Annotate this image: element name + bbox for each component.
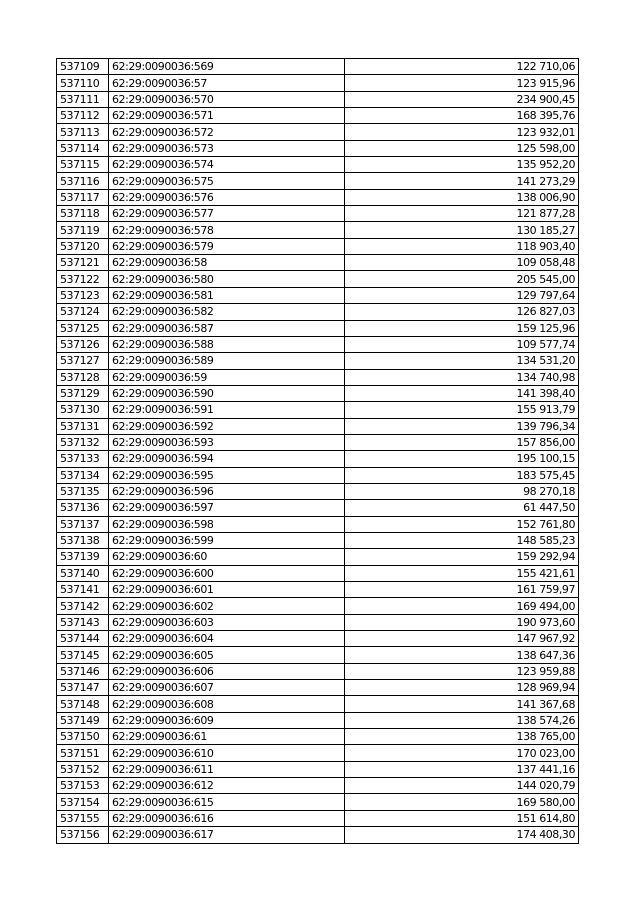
row-number-cell: 537114 (57, 140, 109, 156)
value-cell: 138 765,00 (345, 729, 579, 745)
data-table (56, 58, 579, 844)
table-row (57, 631, 579, 647)
table-row (57, 434, 579, 450)
cadastral-number-cell: 62:29:0090036:577 (109, 206, 345, 222)
value-cell: 141 398,40 (345, 385, 579, 401)
row-number-cell: 537117 (57, 189, 109, 205)
table-row (57, 140, 579, 156)
value-cell: 135 952,20 (345, 157, 579, 173)
cadastral-number-cell: 62:29:0090036:602 (109, 598, 345, 614)
cadastral-number-cell: 62:29:0090036:589 (109, 353, 345, 369)
value-cell: 234 900,45 (345, 91, 579, 107)
table-row (57, 745, 579, 761)
value-cell: 159 125,96 (345, 320, 579, 336)
cadastral-number-cell: 62:29:0090036:606 (109, 663, 345, 679)
row-number-cell: 537142 (57, 598, 109, 614)
value-cell: 205 545,00 (345, 271, 579, 287)
table-body (57, 59, 579, 844)
row-number-cell: 537120 (57, 238, 109, 254)
row-number-cell: 537155 (57, 810, 109, 826)
row-number-cell: 537122 (57, 271, 109, 287)
cadastral-number-cell: 62:29:0090036:574 (109, 157, 345, 173)
table-row (57, 696, 579, 712)
row-number-cell: 537140 (57, 565, 109, 581)
cadastral-number-cell: 62:29:0090036:599 (109, 532, 345, 548)
value-cell: 161 759,97 (345, 582, 579, 598)
table-row (57, 500, 579, 516)
cadastral-number-cell: 62:29:0090036:611 (109, 761, 345, 777)
row-number-cell: 537148 (57, 696, 109, 712)
row-number-cell: 537143 (57, 614, 109, 630)
row-number-cell: 537150 (57, 729, 109, 745)
table-row (57, 124, 579, 140)
table-row (57, 91, 579, 107)
cadastral-number-cell: 62:29:0090036:581 (109, 287, 345, 303)
value-cell: 125 598,00 (345, 140, 579, 156)
value-cell: 109 577,74 (345, 336, 579, 352)
row-number-cell: 537130 (57, 402, 109, 418)
table-row (57, 353, 579, 369)
value-cell: 122 710,06 (345, 59, 579, 75)
cadastral-number-cell: 62:29:0090036:60 (109, 549, 345, 565)
cadastral-number-cell: 62:29:0090036:605 (109, 647, 345, 663)
table-row (57, 271, 579, 287)
table-row (57, 206, 579, 222)
value-cell: 168 395,76 (345, 108, 579, 124)
cadastral-number-cell: 62:29:0090036:579 (109, 238, 345, 254)
row-number-cell: 537151 (57, 745, 109, 761)
table-row (57, 582, 579, 598)
value-cell: 61 447,50 (345, 500, 579, 516)
value-cell: 118 903,40 (345, 238, 579, 254)
row-number-cell: 537111 (57, 91, 109, 107)
row-number-cell: 537123 (57, 287, 109, 303)
row-number-cell: 537138 (57, 532, 109, 548)
row-number-cell: 537127 (57, 353, 109, 369)
value-cell: 144 020,79 (345, 778, 579, 794)
row-number-cell: 537126 (57, 336, 109, 352)
row-number-cell: 537156 (57, 827, 109, 843)
table-row (57, 483, 579, 499)
table-row (57, 827, 579, 843)
cadastral-number-cell: 62:29:0090036:592 (109, 418, 345, 434)
table-row (57, 59, 579, 75)
row-number-cell: 537132 (57, 434, 109, 450)
table-row (57, 402, 579, 418)
row-number-cell: 537115 (57, 157, 109, 173)
cadastral-number-cell: 62:29:0090036:591 (109, 402, 345, 418)
cadastral-number-cell: 62:29:0090036:590 (109, 385, 345, 401)
value-cell: 157 856,00 (345, 434, 579, 450)
row-number-cell: 537110 (57, 75, 109, 91)
value-cell: 174 408,30 (345, 827, 579, 843)
table-row (57, 729, 579, 745)
cadastral-number-cell: 62:29:0090036:57 (109, 75, 345, 91)
cadastral-number-cell: 62:29:0090036:612 (109, 778, 345, 794)
value-cell: 141 273,29 (345, 173, 579, 189)
table-row (57, 75, 579, 91)
cadastral-number-cell: 62:29:0090036:601 (109, 582, 345, 598)
value-cell: 190 973,60 (345, 614, 579, 630)
row-number-cell: 537137 (57, 516, 109, 532)
value-cell: 139 796,34 (345, 418, 579, 434)
row-number-cell: 537135 (57, 483, 109, 499)
row-number-cell: 537119 (57, 222, 109, 238)
table-row (57, 369, 579, 385)
cadastral-number-cell: 62:29:0090036:582 (109, 304, 345, 320)
cadastral-number-cell: 62:29:0090036:576 (109, 189, 345, 205)
value-cell: 138 574,26 (345, 712, 579, 728)
cadastral-number-cell: 62:29:0090036:615 (109, 794, 345, 810)
table-row (57, 516, 579, 532)
row-number-cell: 537124 (57, 304, 109, 320)
cadastral-number-cell: 62:29:0090036:580 (109, 271, 345, 287)
cadastral-number-cell: 62:29:0090036:607 (109, 680, 345, 696)
table-row (57, 336, 579, 352)
value-cell: 170 023,00 (345, 745, 579, 761)
row-number-cell: 537121 (57, 255, 109, 271)
value-cell: 155 913,79 (345, 402, 579, 418)
table-row (57, 108, 579, 124)
cadastral-number-cell: 62:29:0090036:569 (109, 59, 345, 75)
row-number-cell: 537145 (57, 647, 109, 663)
cadastral-number-cell: 62:29:0090036:594 (109, 451, 345, 467)
row-number-cell: 537125 (57, 320, 109, 336)
row-number-cell: 537118 (57, 206, 109, 222)
table-row (57, 467, 579, 483)
cadastral-number-cell: 62:29:0090036:593 (109, 434, 345, 450)
value-cell: 123 915,96 (345, 75, 579, 91)
cadastral-number-cell: 62:29:0090036:58 (109, 255, 345, 271)
cadastral-number-cell: 62:29:0090036:59 (109, 369, 345, 385)
value-cell: 183 575,45 (345, 467, 579, 483)
value-cell: 121 877,28 (345, 206, 579, 222)
table-row (57, 451, 579, 467)
row-number-cell: 537147 (57, 680, 109, 696)
value-cell: 98 270,18 (345, 483, 579, 499)
row-number-cell: 537112 (57, 108, 109, 124)
table-row (57, 794, 579, 810)
cadastral-number-cell: 62:29:0090036:571 (109, 108, 345, 124)
row-number-cell: 537141 (57, 582, 109, 598)
value-cell: 134 740,98 (345, 369, 579, 385)
row-number-cell: 537131 (57, 418, 109, 434)
cadastral-number-cell: 62:29:0090036:598 (109, 516, 345, 532)
value-cell: 123 959,88 (345, 663, 579, 679)
cadastral-number-cell: 62:29:0090036:572 (109, 124, 345, 140)
cadastral-number-cell: 62:29:0090036:609 (109, 712, 345, 728)
cadastral-number-cell: 62:29:0090036:578 (109, 222, 345, 238)
cadastral-number-cell: 62:29:0090036:587 (109, 320, 345, 336)
table-row (57, 663, 579, 679)
row-number-cell: 537129 (57, 385, 109, 401)
row-number-cell: 537136 (57, 500, 109, 516)
row-number-cell: 537133 (57, 451, 109, 467)
cadastral-number-cell: 62:29:0090036:600 (109, 565, 345, 581)
cadastral-number-cell: 62:29:0090036:588 (109, 336, 345, 352)
value-cell: 109 058,48 (345, 255, 579, 271)
value-cell: 129 797,64 (345, 287, 579, 303)
value-cell: 134 531,20 (345, 353, 579, 369)
value-cell: 141 367,68 (345, 696, 579, 712)
value-cell: 195 100,15 (345, 451, 579, 467)
table-row (57, 320, 579, 336)
value-cell: 130 185,27 (345, 222, 579, 238)
value-cell: 169 494,00 (345, 598, 579, 614)
row-number-cell: 537128 (57, 369, 109, 385)
table-row (57, 810, 579, 826)
table-row (57, 173, 579, 189)
row-number-cell: 537109 (57, 59, 109, 75)
value-cell: 151 614,80 (345, 810, 579, 826)
row-number-cell: 537113 (57, 124, 109, 140)
cadastral-number-cell: 62:29:0090036:597 (109, 500, 345, 516)
row-number-cell: 537154 (57, 794, 109, 810)
value-cell: 155 421,61 (345, 565, 579, 581)
value-cell: 152 761,80 (345, 516, 579, 532)
cadastral-number-cell: 62:29:0090036:617 (109, 827, 345, 843)
cadastral-number-cell: 62:29:0090036:608 (109, 696, 345, 712)
table-row (57, 778, 579, 794)
value-cell: 137 441,16 (345, 761, 579, 777)
table-row (57, 418, 579, 434)
cadastral-number-cell: 62:29:0090036:596 (109, 483, 345, 499)
table-row (57, 549, 579, 565)
row-number-cell: 537152 (57, 761, 109, 777)
value-cell: 138 006,90 (345, 189, 579, 205)
cadastral-number-cell: 62:29:0090036:61 (109, 729, 345, 745)
table-row (57, 761, 579, 777)
cadastral-number-cell: 62:29:0090036:570 (109, 91, 345, 107)
value-cell: 138 647,36 (345, 647, 579, 663)
value-cell: 128 969,94 (345, 680, 579, 696)
table-row (57, 255, 579, 271)
value-cell: 123 932,01 (345, 124, 579, 140)
table-row (57, 712, 579, 728)
cadastral-number-cell: 62:29:0090036:616 (109, 810, 345, 826)
value-cell: 169 580,00 (345, 794, 579, 810)
table-row (57, 189, 579, 205)
table-row (57, 647, 579, 663)
value-cell: 148 585,23 (345, 532, 579, 548)
table-row (57, 565, 579, 581)
cadastral-number-cell: 62:29:0090036:575 (109, 173, 345, 189)
table-row (57, 598, 579, 614)
table-row (57, 238, 579, 254)
cadastral-number-cell: 62:29:0090036:595 (109, 467, 345, 483)
table-row (57, 614, 579, 630)
table-row (57, 222, 579, 238)
row-number-cell: 537144 (57, 631, 109, 647)
value-cell: 159 292,94 (345, 549, 579, 565)
table-row (57, 680, 579, 696)
cadastral-number-cell: 62:29:0090036:610 (109, 745, 345, 761)
row-number-cell: 537149 (57, 712, 109, 728)
row-number-cell: 537139 (57, 549, 109, 565)
row-number-cell: 537153 (57, 778, 109, 794)
cadastral-number-cell: 62:29:0090036:603 (109, 614, 345, 630)
value-cell: 147 967,92 (345, 631, 579, 647)
row-number-cell: 537146 (57, 663, 109, 679)
row-number-cell: 537116 (57, 173, 109, 189)
table-row (57, 532, 579, 548)
row-number-cell: 537134 (57, 467, 109, 483)
cadastral-number-cell: 62:29:0090036:573 (109, 140, 345, 156)
table-row (57, 385, 579, 401)
table-row (57, 304, 579, 320)
value-cell: 126 827,03 (345, 304, 579, 320)
cadastral-number-cell: 62:29:0090036:604 (109, 631, 345, 647)
table-row (57, 287, 579, 303)
table-row (57, 157, 579, 173)
